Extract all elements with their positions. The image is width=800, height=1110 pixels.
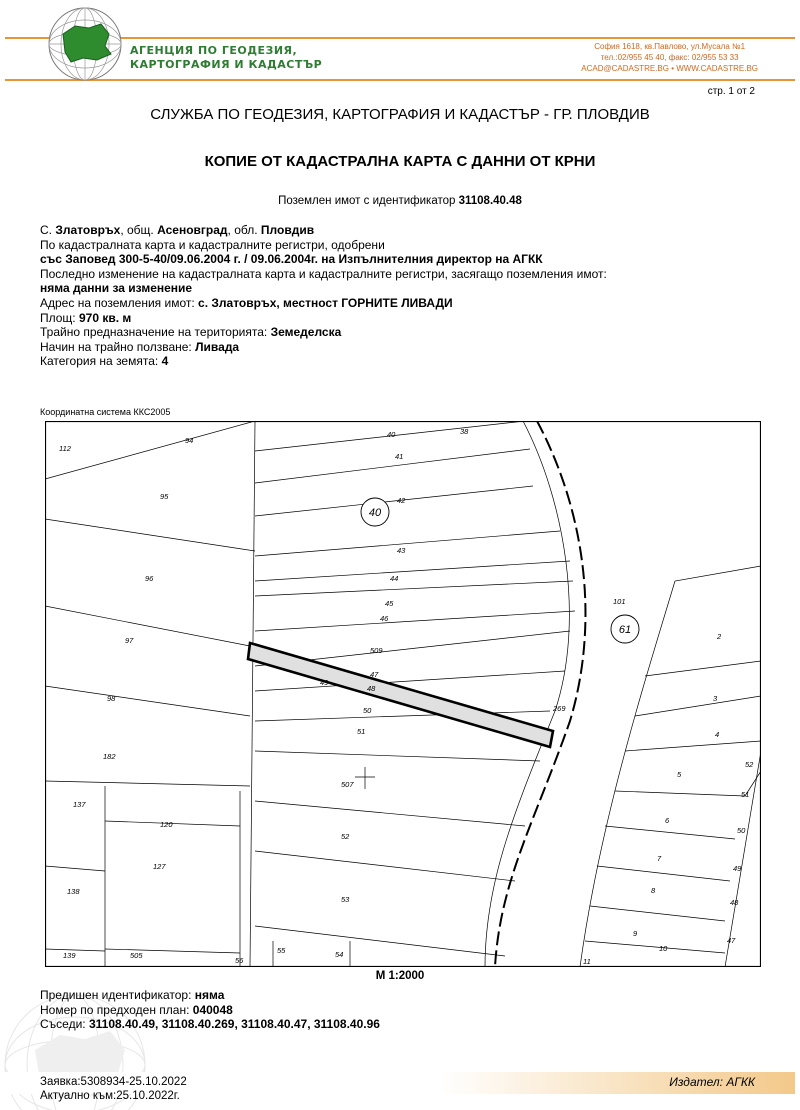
service-title: СЛУЖБА ПО ГЕОДЕЗИЯ, КАРТОГРАФИЯ И КАДАСТЪР - ГР. ПЛОВДИВ [150, 106, 650, 123]
location-line [40, 223, 607, 238]
purpose-line [40, 325, 607, 340]
purpose-value: Земеделска [270, 325, 342, 340]
last-change-label: Последно изменение на кадастралната карта и кадастралните регистри, засягащо поземления имот: [40, 266, 607, 281]
page-number: стр. 1 от 2 [707, 86, 755, 97]
parcel-label: 42 [397, 496, 406, 505]
parcel-label: 45 [385, 599, 394, 608]
actual-date: Актуално към:25.10.2022г. [40, 1090, 180, 1102]
parcel-label: 7 [657, 854, 662, 863]
purpose-label: Трайно предназначение на територията: [40, 325, 268, 340]
parcel-label: 44 [390, 574, 399, 583]
village-prefix: С. [40, 223, 52, 237]
parcel-label: 54 [335, 950, 344, 959]
document-title: КОПИЕ ОТ КАДАСТРАЛНА КАРТА С ДАННИ ОТ КРНИ [204, 153, 596, 170]
parcel-label: 9 [633, 929, 638, 938]
area-label: Площ: [40, 310, 76, 325]
parcel-label: 49 [733, 864, 742, 873]
village: Златовръх [55, 223, 121, 237]
parcel-label: 51 [357, 727, 366, 736]
parcel-label: 96 [145, 574, 154, 583]
parcel-label: 47 [370, 670, 379, 679]
neighbors-line [40, 1017, 380, 1032]
region: Пловдив [260, 223, 315, 237]
parcel-label: 41 [395, 452, 404, 461]
agency-name [130, 44, 322, 72]
prev-plan-value: 040048 [192, 1002, 233, 1017]
category-line [40, 354, 607, 369]
parcel-label: 2 [717, 632, 722, 641]
parcel-label: 52 [341, 832, 350, 841]
neighbors-value: 31108.40.49, 31108.40.269, 31108.40.47, 31108.40.96 [88, 1017, 380, 1031]
parcel-label: 101 [613, 597, 626, 606]
parcel-label: 8 [651, 886, 656, 895]
prev-plan-line [40, 1003, 380, 1018]
parcel-label: 50 [363, 706, 372, 715]
property-info [40, 223, 607, 369]
parcel-label: 48 [730, 898, 739, 907]
parcel-label: 138 [67, 887, 80, 896]
neighbors-label: Съседи: [40, 1017, 86, 1031]
agency-name-line2: КАРТОГРАФИЯ И КАДАСТЪР [130, 58, 323, 71]
prev-plan-label: Номер по предходен план: [40, 1002, 190, 1017]
property-id-line [0, 195, 800, 207]
parcel-label: 127 [153, 862, 166, 871]
coordinate-system: Координатна система ККС2005 [40, 407, 171, 417]
parcel-label: 53 [341, 895, 350, 904]
parcel-label: 139 [63, 951, 76, 960]
cadastral-map [45, 421, 761, 967]
property-id-value: 31108.40.48 [458, 195, 522, 207]
parcel-label: 509 [370, 646, 383, 655]
approved-text: По кадастралната карта и кадастралните регистри, одобрени [40, 237, 385, 252]
parcel-label: 269 [553, 704, 566, 713]
last-change-value: няма данни за изменение [40, 281, 193, 296]
municipality-prefix: , общ. [120, 223, 154, 237]
usage-value: Ливада [195, 339, 240, 354]
address-value: с. Златовръх, местност ГОРНИТЕ ЛИВАДИ [198, 295, 453, 310]
parcel-label: 50 [737, 826, 746, 835]
address-label: Адрес на поземления имот: [40, 295, 195, 310]
parcel-label: 51 [741, 790, 750, 799]
municipality: Асеновград [157, 223, 228, 237]
agency-logo [45, 4, 125, 84]
parcel-label: 137 [73, 800, 86, 809]
parcel-label: 48 [367, 684, 376, 693]
parcel-label: 94 [185, 436, 194, 445]
prev-id-value: няма [194, 988, 225, 1002]
agency-name-line1: АГЕНЦИЯ ПО ГЕОДЕЗИЯ, [130, 44, 298, 57]
parcel-label: 4 [715, 730, 720, 739]
parcel-label: 10 [659, 944, 668, 953]
usage-line [40, 340, 607, 355]
parcel-label: 56 [235, 956, 244, 965]
parcel-label: 38 [460, 427, 469, 436]
property-id-label: Поземлен имот с идентификатор [278, 195, 456, 207]
parcel-label: 49 [320, 678, 329, 687]
contact-info [581, 41, 758, 74]
parcel-label: 6 [665, 816, 670, 825]
category-label: Категория на земята: [40, 354, 159, 369]
parcel-label: 120 [160, 820, 173, 829]
parcel-label: 11 [583, 957, 591, 966]
parcel-label: 97 [125, 636, 134, 645]
area-value: 970 кв. м [79, 310, 132, 325]
contact-phone: тел.:02/955 45 40, факс: 02/955 53 33 [600, 53, 739, 62]
order-text: със Заповед 300-5-40/09.06.2004 г. / 09.06.2004г. на Изпълнителния директор на АГКК [40, 252, 543, 267]
category-value: 4 [161, 354, 169, 369]
request-number: Заявка:5308934-25.10.2022 [40, 1076, 187, 1088]
request-info [40, 1075, 187, 1103]
contact-address: София 1618, кв.Павлово, ул.Мусала №1 [594, 42, 746, 51]
publisher: Издател: АГКК [669, 1075, 755, 1089]
parcel-label: 55 [277, 946, 286, 955]
parcel-label: 507 [341, 780, 354, 789]
parcel-label: 505 [130, 951, 143, 960]
parcel-label: 3 [713, 694, 718, 703]
area-line [40, 311, 607, 326]
block-label-61: 61 [618, 624, 632, 636]
parcel-label: 182 [103, 752, 116, 761]
block-label-40: 40 [368, 507, 382, 519]
parcel-label: 5 [677, 770, 682, 779]
map-scale: М 1:2000 [375, 970, 425, 982]
contact-web: ACAD@CADASTRE.BG • WWW.CADASTRE.BG [581, 64, 758, 73]
prev-id-label: Предишен идентификатор: [40, 988, 192, 1002]
parcel-label: 43 [397, 546, 406, 555]
parcel-label: 46 [380, 614, 389, 623]
parcel-label: 95 [160, 492, 169, 501]
region-prefix: , обл. [227, 223, 258, 237]
parcel-label: 98 [107, 694, 116, 703]
parcel-label: 40 [387, 430, 396, 439]
prev-id-line [40, 988, 380, 1003]
parcel-label: 112 [59, 444, 71, 453]
address-line [40, 296, 607, 311]
bottom-info [40, 988, 380, 1032]
parcel-label: 52 [745, 760, 754, 769]
parcel-label: 47 [727, 936, 736, 945]
usage-label: Начин на трайно ползване: [40, 339, 192, 354]
